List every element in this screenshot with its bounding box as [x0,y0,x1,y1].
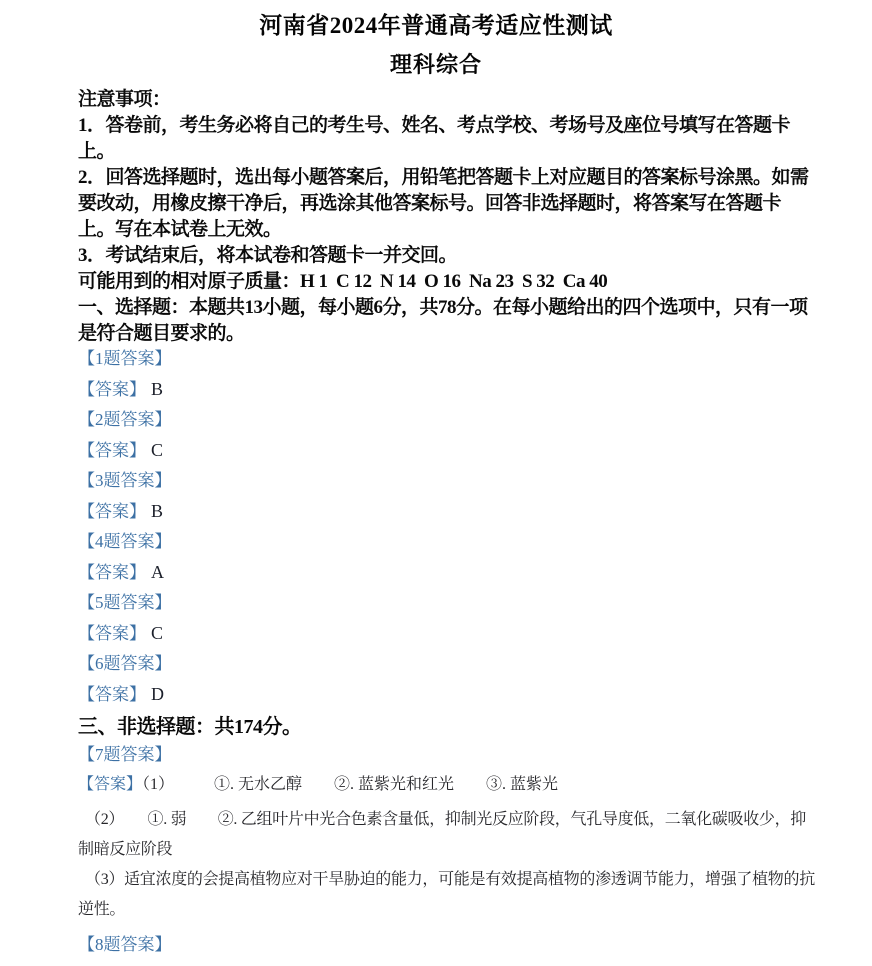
answer-label: 【答案】 [78,380,146,399]
answer-row [78,440,815,461]
answer-label: 【答案】 [78,563,146,582]
answer-label: 【答案】 [78,685,146,704]
answer-letter-2: C [151,440,164,460]
question-5-answer-link[interactable]: 【5题答案】 [78,593,172,612]
notice-item-2: 2．回答选择题时，选出每小题答案后，用铅笔把答题卡上对应题目的答案标号涂黑。如需要改动，用橡皮擦干净后，再选涂其他答案标号。回答非选择题时，将答案写在答题卡上。写在本试卷上无效。 [78,167,809,240]
q7-part-1 [78,775,815,795]
page-subtitle: 理科综合 [389,52,482,77]
answer-row [78,684,815,705]
answer-label: 【答案】 [78,776,143,793]
notice-item-1: 1．答卷前，考生务必将自己的考生号、姓名、考点学校、考场号及座位号填写在答题卡上。 [78,115,791,162]
document-body [0,80,872,955]
notice-heading: 注意事项： [78,89,171,110]
question-7-answer-block [78,745,815,925]
notice-section [78,87,815,347]
atomic-mass-line: 可能用到的相对原子质量：H 1 C 12 N 14 O 16 Na 23 S 32 Ca 40 [78,271,608,292]
document-header [0,0,872,80]
page-title: 河南省2024年普通高考适应性测试 [259,13,613,38]
answer-row [78,562,815,583]
answer-letter-1: B [151,379,164,399]
answer-label: 【答案】 [78,441,146,460]
q7-part-3: （3）适宜浓度的会提高植物应对干旱胁迫的能力，可能是有效提高植物的渗透调节能力，增强了植物的抗逆性。 [78,871,815,918]
answer-letter-6: D [151,684,164,704]
answer-row [78,501,815,522]
question-3-answer-link[interactable]: 【3题答案】 [78,471,172,490]
answer-letter-5: C [151,623,164,643]
notice-item-3: 3．考试结束后，将本试卷和答题卡一并交回。 [78,245,458,266]
q7-part-2: （2） ①. 弱 ②. 乙组叶片中光合色素含量低，抑制光反应阶段，气孔导度低，二氧化碳吸收少，抑制暗反应阶段 [78,811,807,858]
answer-row [78,623,815,644]
q7-part-1-text: （1） ①. 无水乙醇 ②. 蓝紫光和红光 ③. 蓝紫光 [142,776,559,793]
answer-letter-3: B [151,501,164,521]
answer-label: 【答案】 [78,502,146,521]
section-choice-heading: 一、选择题：本题共13小题，每小题6分，共78分。在每小题给出的四个选项中，只有一项是符合题目要求的。 [78,297,808,344]
question-6-answer-link[interactable]: 【6题答案】 [78,654,172,673]
question-8-answer-link[interactable]: 【8题答案】 [78,935,172,954]
answer-row [78,379,815,400]
question-2-answer-link[interactable]: 【2题答案】 [78,410,172,429]
answer-letter-4: A [151,562,164,582]
choice-answers-list [78,349,815,705]
answer-label: 【答案】 [78,624,146,643]
question-1-answer-link[interactable]: 【1题答案】 [78,349,172,368]
question-7-answer-link[interactable]: 【7题答案】 [78,745,172,764]
section-non-choice-heading: 三、非选择题：共174分。 [78,716,302,738]
question-4-answer-link[interactable]: 【4题答案】 [78,532,172,551]
